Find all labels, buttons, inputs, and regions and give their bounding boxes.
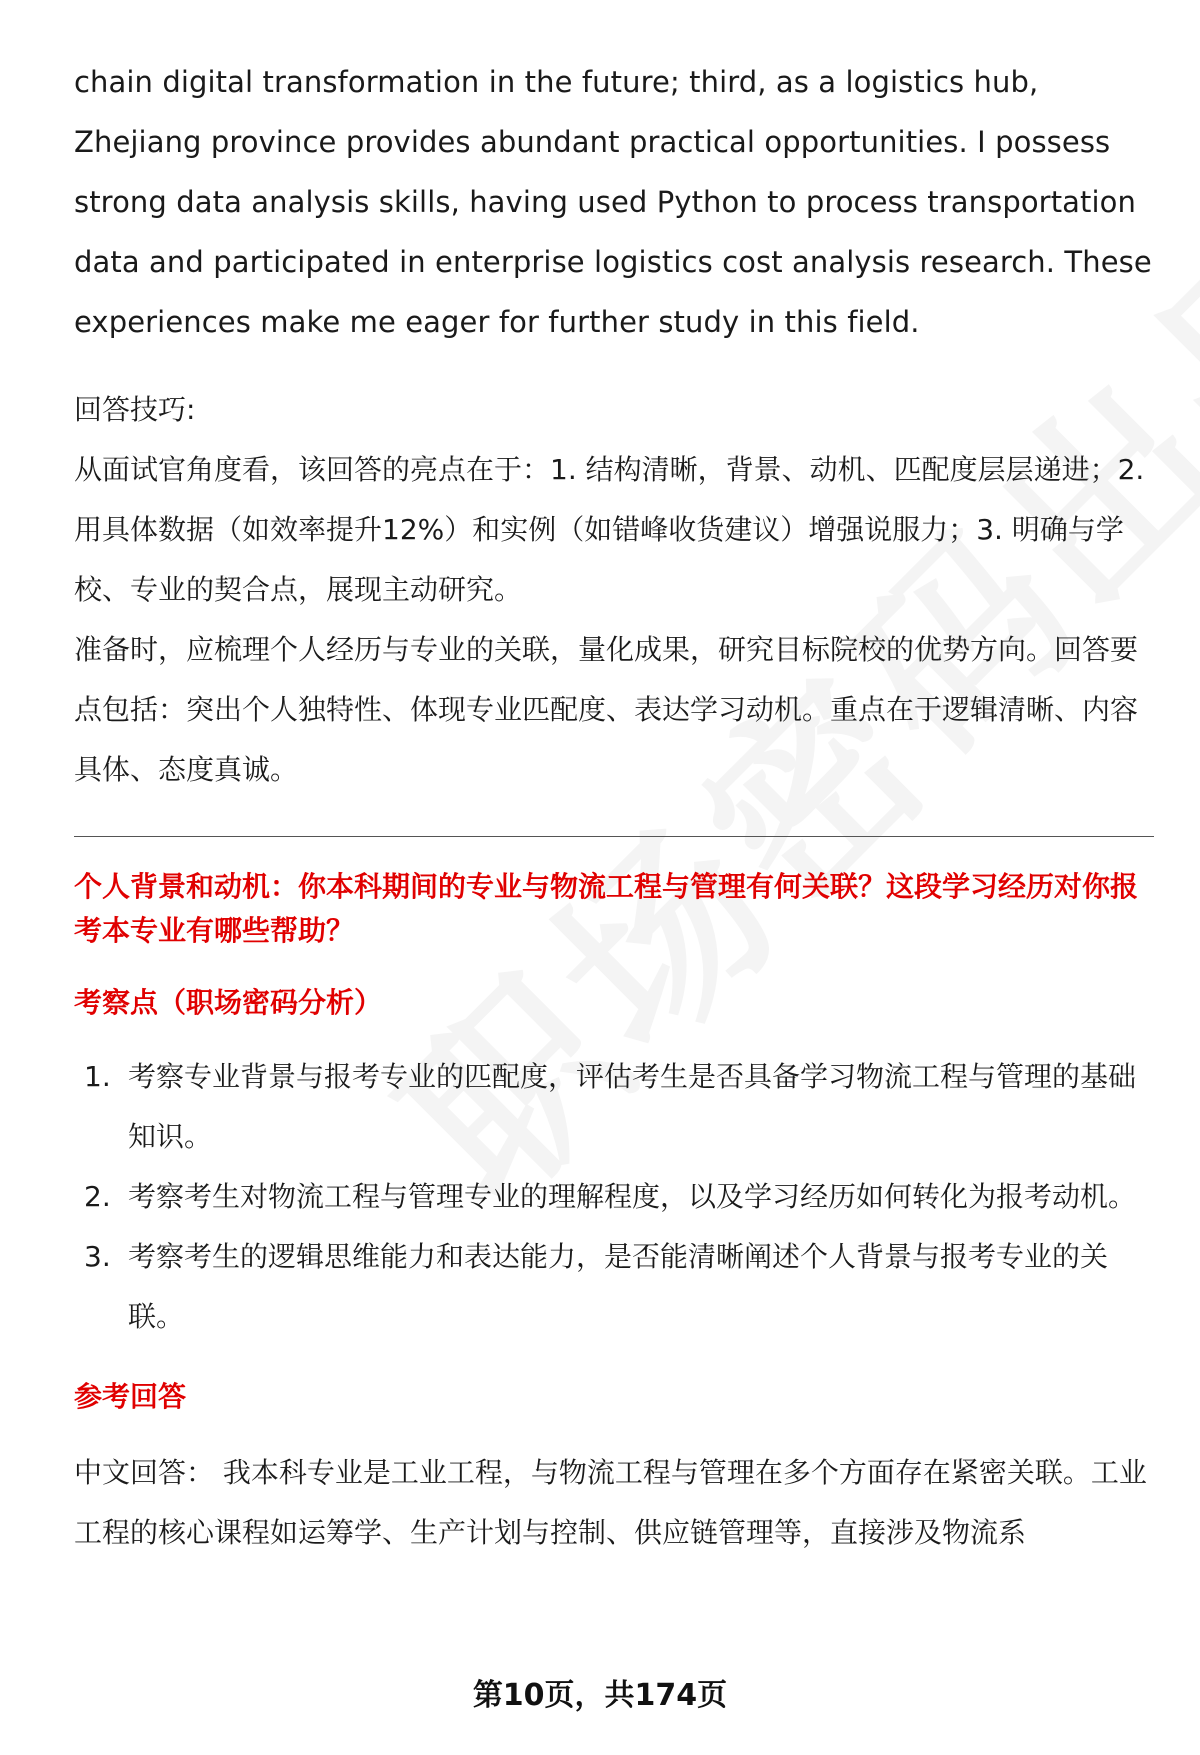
list-item-text: 考察考生对物流工程与管理专业的理解程度，以及学习经历如何转化为报考动机。 <box>128 1180 1137 1213</box>
answer-tips-section <box>74 380 1154 800</box>
list-item <box>74 1167 1154 1227</box>
list-item <box>74 1227 1154 1347</box>
list-item-number: 1. <box>84 1060 111 1093</box>
reference-answer-text: 中文回答： 我本科专业是工业工程，与物流工程与管理在多个方面存在紧密关联。工业工程的核心课程如运筹学、生产计划与控制、供应链管理等，直接涉及物流系 <box>74 1456 1147 1549</box>
intro-paragraph: chain digital transformation in the future; third, as a logistics hub, Zhejiang province provides abundant practical opportunities. I possess strong data analysis skills, having used Python to process transportation data and participated in enterprise logistics cost analysis research. These experiences make me eager for further study in this field. <box>74 65 1152 339</box>
section-divider <box>74 836 1154 837</box>
page-number: 第10页，共174页 <box>472 1678 728 1713</box>
assessment-heading: 考察点（职场密码分析） <box>74 986 383 1019</box>
tips-paragraph-1: 从面试官角度看，该回答的亮点在于：1. 结构清晰，背景、动机、匹配度层层递进；2. 用具体数据（如效率提升12%）和实例（如错峰收货建议）增强说服力；3. 明确与学校、专业的契合点，展现主动研究。 <box>74 453 1145 606</box>
document-page <box>74 52 1154 1563</box>
assessment-points-list <box>74 1047 1154 1347</box>
reference-answer-heading: 参考回答 <box>74 1380 187 1413</box>
tips-heading: 回答技巧: <box>74 393 196 426</box>
tips-paragraph-2: 准备时，应梳理个人经历与专业的关联，量化成果，研究目标院校的优势方向。回答要点包括：突出个人独特性、体现专业匹配度、表达学习动机。重点在于逻辑清晰、内容具体、态度真诚。 <box>74 633 1139 786</box>
list-item-number: 3. <box>84 1240 111 1273</box>
list-item-text: 考察专业背景与报考专业的匹配度，评估考生是否具备学习物流工程与管理的基础知识。 <box>128 1060 1137 1153</box>
list-item-text: 考察考生的逻辑思维能力和表达能力，是否能清晰阐述个人背景与报考专业的关联。 <box>128 1240 1109 1333</box>
list-item <box>74 1047 1154 1167</box>
question-title: 个人背景和动机：你本科期间的专业与物流工程与管理有何关联？这段学习经历对你报考本专业有哪些帮助？ <box>74 870 1139 947</box>
list-item-number: 2. <box>84 1180 111 1213</box>
